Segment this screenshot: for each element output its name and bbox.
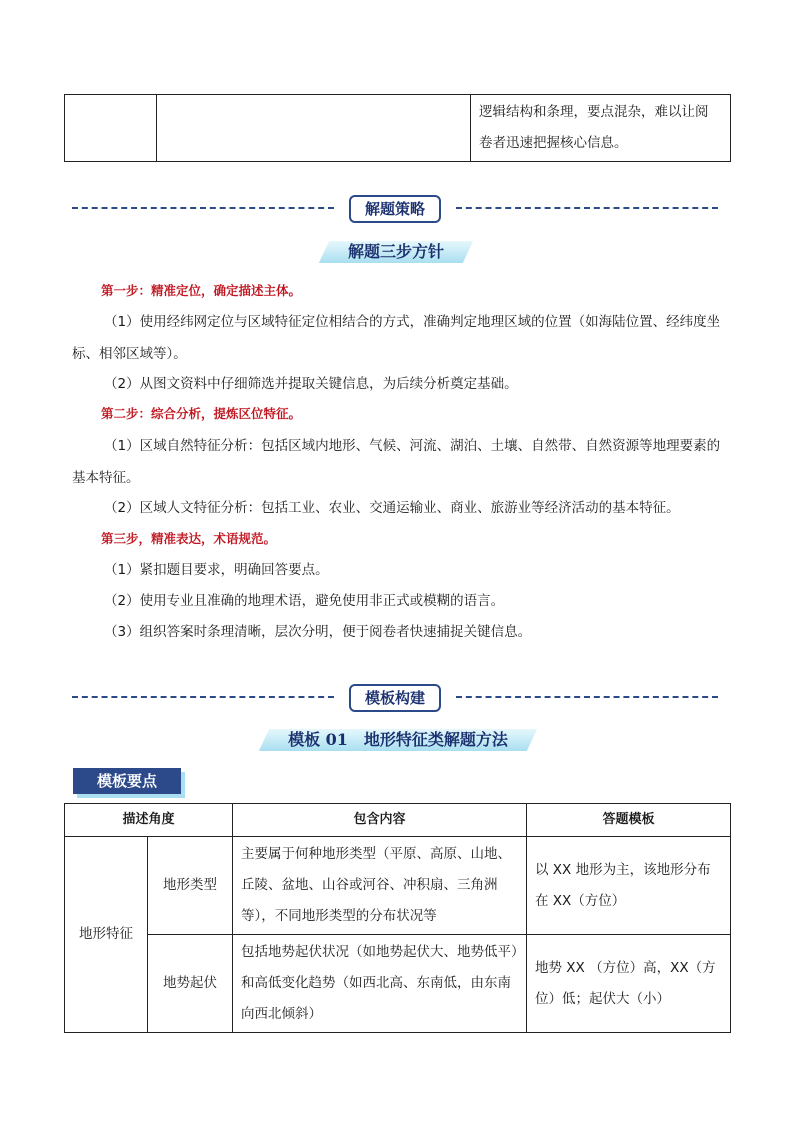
section-tag: 模板要点 — [73, 768, 181, 794]
step-heading: 第二步：综合分析，提炼区位特征。 — [101, 406, 302, 421]
subtitle-banner — [259, 729, 537, 751]
paragraph: （1）紧扣题目要求，明确回答要点。 — [104, 562, 329, 578]
paragraph: （3）组织答案时条理清晰，层次分明，便于阅卷者快速捕捉关键信息。 — [104, 624, 532, 640]
content-cell: 主要属于何种地形类型（平原、高原、山地、丘陵、盆地、山谷或河谷、冲积扇、三角洲等），不同地形类型的分布状况等 — [233, 837, 527, 935]
paragraph: （1）使用经纬网定位与区域特征定位相结合的方式，准确判定地理区域的位置（如海陆位置、经纬度坐标、相邻区域等）。 — [72, 314, 721, 362]
table-cell — [65, 95, 157, 162]
section-title: 解题策略 — [349, 195, 441, 223]
subtitle-banner — [319, 241, 473, 263]
top-table — [64, 94, 731, 162]
column-header: 描述角度 — [65, 804, 233, 837]
table-row — [65, 837, 731, 935]
step-heading: 第三步，精准表达，术语规范。 — [101, 531, 277, 546]
template-cell: 以 XX 地形为主，该地形分布在 XX（方位） — [527, 837, 731, 935]
subtitle-text: 解题三步方针 — [347, 242, 444, 261]
paragraph: （2）从图文资料中仔细筛选并提取关键信息，为后续分析奠定基础。 — [104, 376, 518, 392]
content-cell: 包括地势起伏状况（如地势起伏大、地势低平）和高低变化趋势（如西北高、东南低，由东南向西北倾斜） — [233, 935, 527, 1033]
section-header — [72, 195, 718, 221]
divider — [456, 207, 718, 209]
template-table — [64, 803, 731, 1033]
column-header: 答题模板 — [527, 804, 731, 837]
sub-cell: 地势起伏 — [148, 935, 233, 1033]
step-heading: 第一步：精准定位，确定描述主体。 — [101, 283, 302, 298]
column-header: 包含内容 — [233, 804, 527, 837]
paragraph: （1）区域自然特征分析：包括区域内地形、气候、河流、湖泊、土壤、自然带、自然资源等地理要素的基本特征。 — [72, 438, 721, 486]
table-row — [65, 95, 731, 162]
sub-cell: 地形类型 — [148, 837, 233, 935]
table-row — [65, 935, 731, 1033]
divider — [72, 207, 334, 209]
divider — [456, 696, 718, 698]
template-cell: 地势 XX （方位）高，XX（方位）低；起伏大（小） — [527, 935, 731, 1033]
table-cell — [157, 95, 471, 162]
subtitle-text: 模板 01 地形特征类解题方法 — [288, 730, 508, 749]
section-header — [72, 684, 718, 710]
group-cell: 地形特征 — [65, 837, 148, 1033]
paragraph: （2）使用专业且准确的地理术语，避免使用非正式或模糊的语言。 — [104, 593, 505, 609]
table-cell: 逻辑结构和条理，要点混杂，难以让阅卷者迅速把握核心信息。 — [471, 95, 731, 162]
paragraph: （2）区域人文特征分析：包括工业、农业、交通运输业、商业、旅游业等经济活动的基本特征。 — [104, 500, 680, 516]
divider — [72, 696, 334, 698]
section-title: 模板构建 — [349, 684, 441, 712]
table-header-row — [65, 804, 731, 837]
